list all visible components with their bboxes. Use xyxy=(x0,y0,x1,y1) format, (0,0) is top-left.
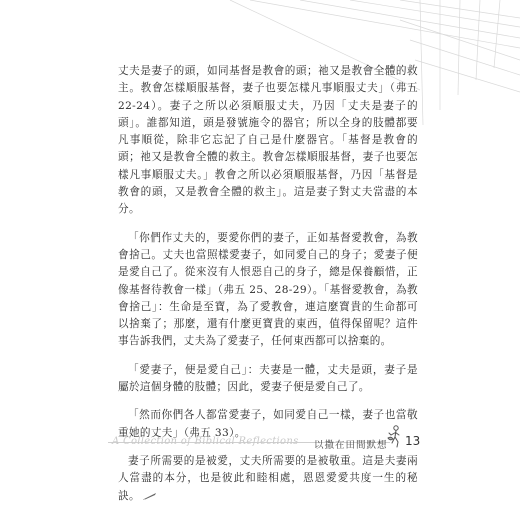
paragraph-5 xyxy=(118,453,418,505)
paragraph-2: 「你們作丈夫的，要愛你們的妻子，正如基督愛教會，為教會捨己。丈夫也當照樣愛妻子，如同愛自己的身子；愛妻子便是愛自己了。從來沒有人恨惡自己的身子，總是保養顧惜，正像基督待教會一樣」（弗五 25、28-29）。「基督愛教會，為教會捨己」：生命是至寶，為了愛教會，連這麼寶貴的生命都可以捨棄了；那麼，還有什麼更寶貴的東西，值得保留呢？這件事告訴我們，丈夫為了愛妻子，任何東西都可以捨棄的。 xyxy=(118,231,418,348)
paragraph-1: 丈夫是妻子的頭，如同基督是教會的頭；祂又是教會全體的救主。教會怎樣順服基督，妻子也要怎樣凡事順服丈夫」（弗五 22-24）。妻子之所以必須順服丈夫，乃因「丈夫是妻子的頭」。誰都知道，頭是發號施令的器官；所以全身的肢體都要凡事順從，除非它忘記了自己是什麼器官。「基督是教會的頭；祂又是教會全體的救主。教會怎樣順服基督，妻子也要怎樣凡事順服丈夫。」教會之所以必須順服基督，乃因「基督是教會的頭，又是教會全體的救主」。這是妻子對丈夫當盡的本分。 xyxy=(118,65,418,216)
figure-icon xyxy=(384,424,404,448)
paragraph-5-text: 妻子所需要的是被愛，丈夫所需要的是被敬重。這是夫妻兩人當盡的本分，也是彼此和睦相處，恩恩愛愛共度一生的秘訣。 xyxy=(118,454,418,502)
pen-icon xyxy=(143,492,157,500)
page-number: 13 xyxy=(405,434,421,448)
footer-script-title: A Collection of Biblical Reflections xyxy=(112,436,299,447)
paragraph-4: 「然而你們各人都當愛妻子，如同愛自己一樣，妻子也當敬重她的丈夫」（弗五 33）。 xyxy=(118,409,418,439)
paragraph-3: 「愛妻子，便是愛自己」：夫妻是一體，丈夫是頭，妻子是屬於這個身體的肢體；因此，愛妻子便是愛自己了。 xyxy=(118,363,418,394)
footer-series-title: 以撒在田間默想 xyxy=(314,440,388,451)
